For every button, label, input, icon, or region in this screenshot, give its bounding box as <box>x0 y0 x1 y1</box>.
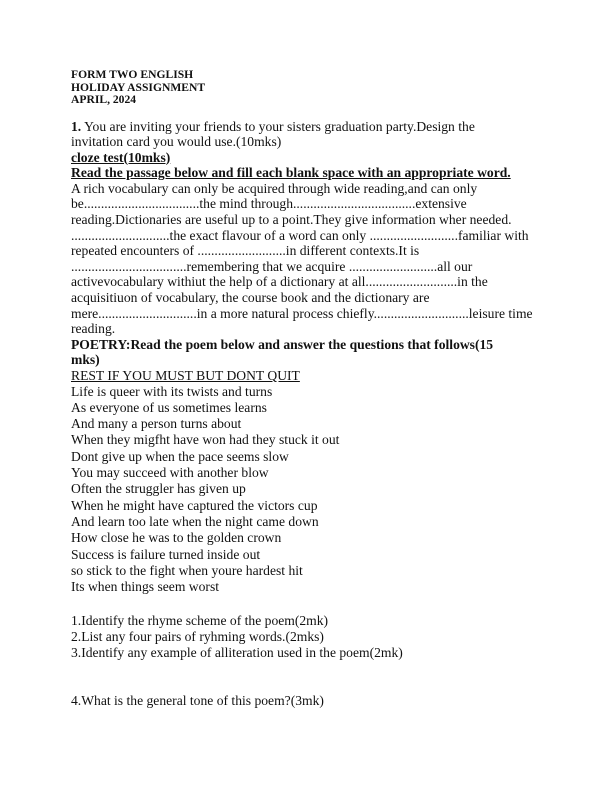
header-line-date: APRIL, 2024 <box>71 93 137 106</box>
cloze-line: activevocabulary withiut the help of a dictionary at all...........................in the <box>71 274 488 290</box>
poetry-heading-line-2: mks) <box>71 352 100 368</box>
poetry-heading-line-1: POETRY:Read the poem below and answer the questions that follows(15 <box>71 336 494 352</box>
header-line-assignment: HOLIDAY ASSIGNMENT <box>71 80 206 94</box>
cloze-instruction: Read the passage below and fill each blank space with an appropriate word. <box>71 165 511 181</box>
poem-question: 2.List any four pairs of ryhming words.(2mks) <box>71 629 324 645</box>
cloze-line: mere.............................in a more natural process chiefly............................leisure time <box>71 305 533 321</box>
poem-question: 1.Identify the rhyme scheme of the poem(2mk) <box>71 613 329 629</box>
poem-question-4: 4.What is the general tone of this poem?(3mk) <box>71 693 324 709</box>
poem-question: 3.Identify any example of alliteration used in the poem(2mk) <box>71 644 403 660</box>
poem-line: Success is failure turned inside out <box>71 546 261 562</box>
poem-line: Often the struggler has given up <box>71 481 246 497</box>
cloze-line: reading.Dictionaries are useful up to a point.They give information wher needed. <box>71 212 512 228</box>
cloze-line: A rich vocabulary can only be acquired through wide reading,and can only <box>71 180 478 196</box>
cloze-line: be..................................the mind through....................................extensive <box>71 196 467 212</box>
question-1 <box>71 119 553 709</box>
cloze-line: repeated encounters of ..........................in different contexts.It is <box>71 243 420 259</box>
header-line-subject: FORM TWO ENGLISH <box>71 68 194 81</box>
poem-line: When they migfht have won had they stuck it out <box>71 432 340 448</box>
cloze-line: acquisitiuon of vocabulary, the course book and the dictionary are <box>71 290 430 306</box>
page-content <box>71 69 553 709</box>
poem-line: As everyone of us sometimes learns <box>71 399 267 415</box>
poem-line: And learn too late when the night came down <box>71 513 319 529</box>
question-1-text: You are inviting your friends to your sisters graduation party.Design the <box>81 118 475 134</box>
poem-line: When he might have captured the victors cup <box>71 497 318 513</box>
question-1-line-2: invitation card you would use.(10mks) <box>71 134 282 150</box>
question-1-line-1 <box>71 119 553 135</box>
poem <box>71 384 553 596</box>
cloze-line: reading. <box>71 321 116 337</box>
poem-line: You may succeed with another blow <box>71 465 269 481</box>
cloze-line: .............................the exact flavour of a word can only ..........................familiar with <box>71 227 529 243</box>
cloze-heading: cloze test(10mks) <box>71 149 171 165</box>
poem-line: Its when things seem worst <box>71 579 220 595</box>
poem-title: REST IF YOU MUST BUT DONT QUIT <box>71 368 300 383</box>
poem-line: Dont give up when the pace seems slow <box>71 448 289 464</box>
poem-line: so stick to the fight when youre hardest hit <box>71 562 303 578</box>
cloze-line: ..................................remembering that we acquire ..........................all our <box>71 258 473 274</box>
poem-questions <box>71 613 553 660</box>
document-header <box>71 69 553 107</box>
poem-line: How close he was to the golden crown <box>71 530 282 546</box>
poem-line: And many a person turns about <box>71 416 242 432</box>
poem-line: Life is queer with its twists and turns <box>71 383 273 399</box>
question-1-number: 1. <box>71 118 82 134</box>
